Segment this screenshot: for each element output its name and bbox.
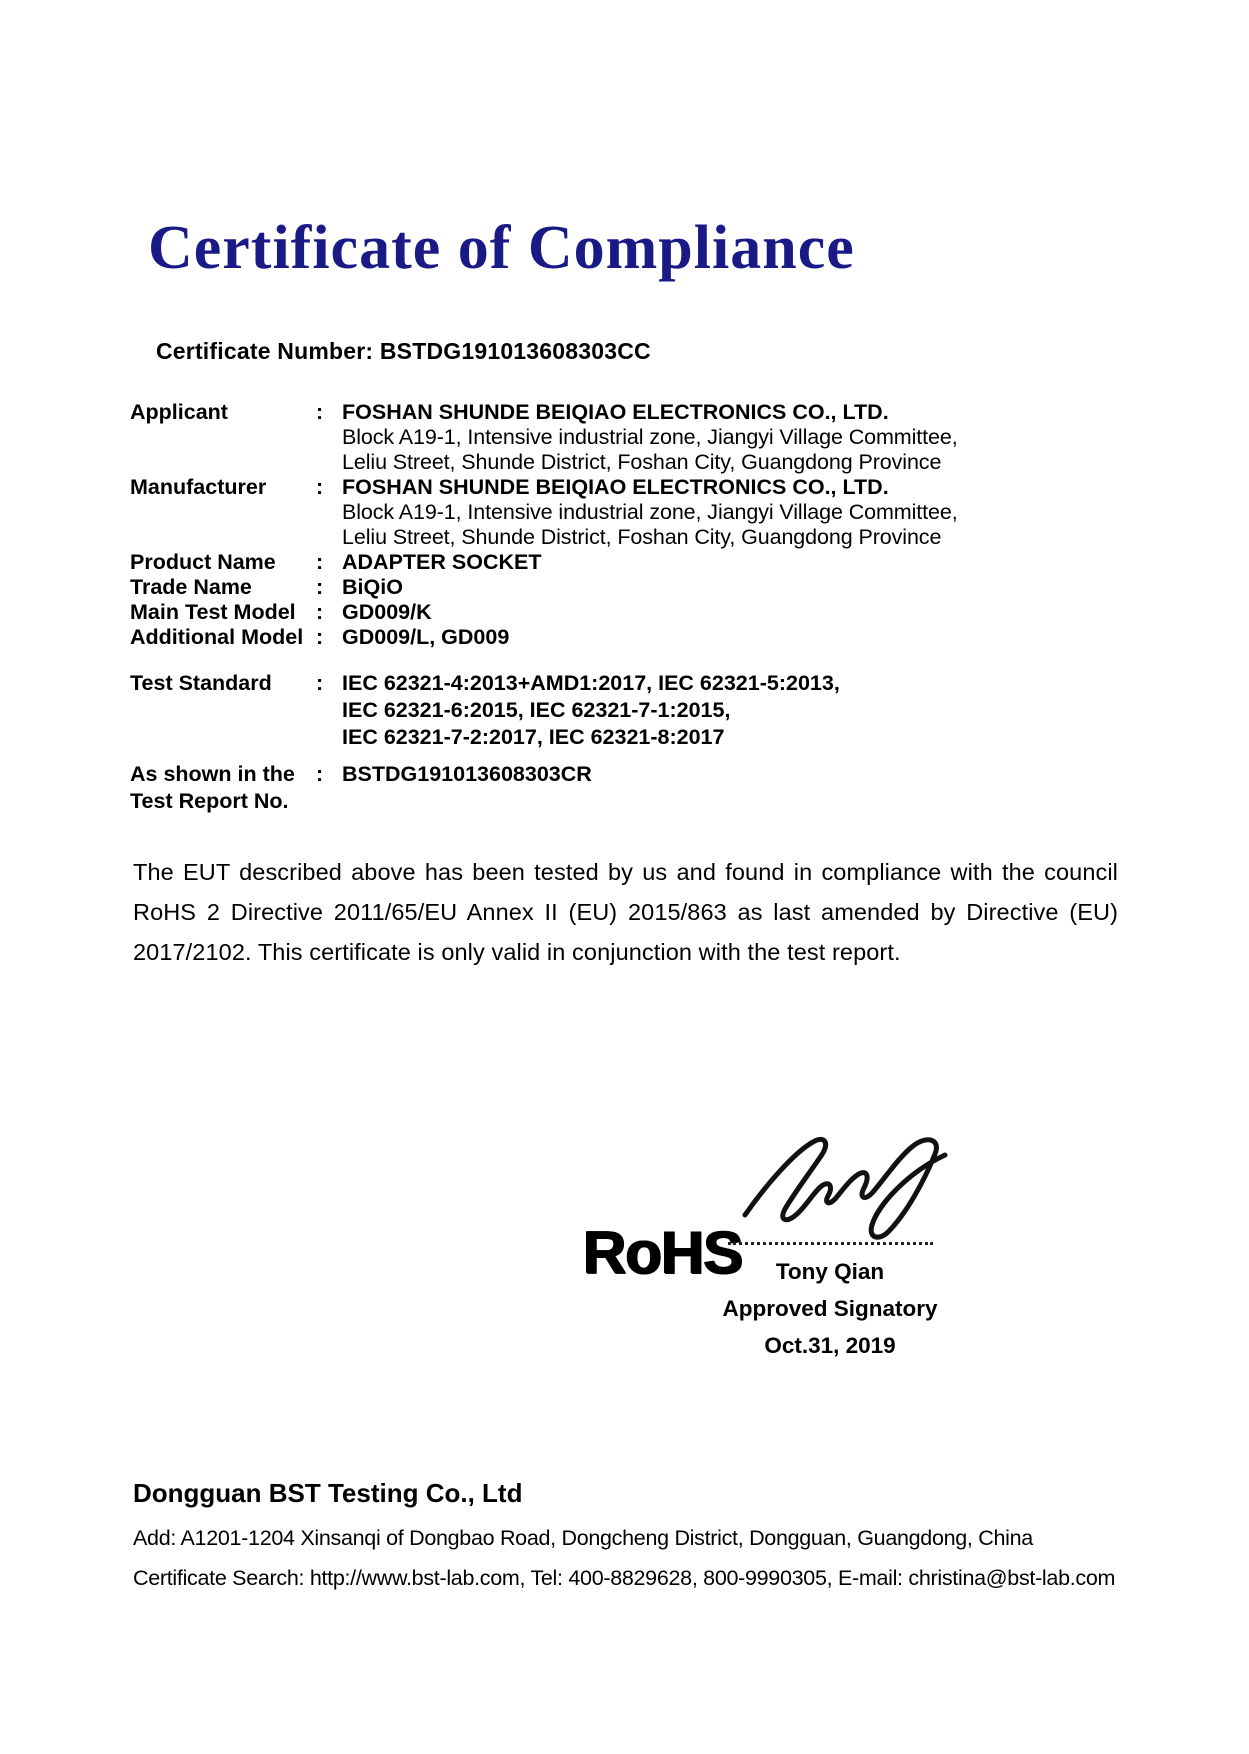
field-colon: :: [316, 762, 324, 786]
main-test-model-value: GD009/K: [342, 600, 432, 624]
field-label: Main Test Model: [130, 600, 296, 624]
field-colon: :: [316, 550, 324, 574]
manufacturer-address-line: Block A19-1, Intensive industrial zone, Jiangyi Village Committee,: [342, 500, 958, 524]
field-value: [342, 400, 1030, 475]
field-label: Trade Name: [130, 575, 252, 599]
field-row-test-report: [130, 761, 1030, 815]
field-row-main-test-model: [130, 600, 1030, 625]
test-standard-value: [342, 670, 1030, 751]
test-report-label-line: Test Report No.: [130, 789, 289, 813]
field-row-test-standard: [130, 670, 1030, 751]
signature-block: [700, 1115, 960, 1359]
test-report-value: BSTDG191013608303CR: [342, 762, 592, 786]
field-row-applicant: [130, 400, 1030, 475]
field-colon: :: [316, 600, 324, 624]
trade-name-value: BiQiO: [342, 575, 403, 599]
field-row-additional-model: [130, 625, 1030, 650]
signature-handwriting-icon: [735, 1115, 970, 1250]
rohs-logo: RoHS: [583, 1219, 743, 1286]
test-standard-line: IEC 62321-4:2013+AMD1:2017, IEC 62321-5:2013,: [342, 671, 840, 695]
fields-table: [130, 400, 1030, 815]
manufacturer-address-line: Leliu Street, Shunde District, Foshan City, Guangdong Province: [342, 525, 942, 549]
field-label: Product Name: [130, 550, 276, 574]
certificate-number: [156, 338, 651, 365]
field-label: Test Standard: [130, 671, 272, 695]
applicant-name: FOSHAN SHUNDE BEIQIAO ELECTRONICS CO., LTD.: [342, 400, 889, 424]
test-standard-line: IEC 62321-7-2:2017, IEC 62321-8:2017: [342, 725, 725, 749]
field-row-trade-name: [130, 575, 1030, 600]
field-label: Applicant: [130, 400, 228, 424]
certificate-search-info: Certificate Search: http://www.bst-lab.com, Tel: 400-8829628, 800-9990305, E-mail: christina@bst-lab.com: [133, 1566, 1116, 1590]
compliance-statement: The EUT described above has been tested by us and found in compliance with the council RoHS 2 Directive 2011/65/EU Annex II (EU) 2015/863 as last amended by Directive (EU) 2017/2102. This certificate is only valid in conjunction with the test report.: [133, 859, 1118, 965]
field-colon: :: [316, 671, 324, 695]
certificate-number-label: Certificate Number:: [156, 338, 374, 364]
signature-date: Oct.31, 2019: [764, 1333, 896, 1358]
field-colon: :: [316, 625, 324, 649]
field-row-product-name: [130, 550, 1030, 575]
certificate-number-value: BSTDG191013608303CC: [379, 338, 651, 364]
page-title: Certificate of Compliance: [148, 214, 855, 282]
signature-dotted-line: [728, 1242, 933, 1245]
test-standard-line: IEC 62321-6:2015, IEC 62321-7-1:2015,: [342, 698, 731, 722]
field-colon: :: [316, 400, 324, 424]
field-label: [130, 761, 316, 815]
field-label: Manufacturer: [130, 475, 267, 499]
field-value: [342, 475, 1030, 550]
field-colon: :: [316, 475, 324, 499]
footer: [133, 1478, 1123, 1591]
signer-title: Approved Signatory: [722, 1296, 938, 1321]
applicant-address-line: Leliu Street, Shunde District, Foshan City, Guangdong Province: [342, 450, 942, 474]
field-label: Additional Model: [130, 625, 304, 649]
signer-name: Tony Qian: [775, 1259, 885, 1284]
lab-company-name: Dongguan BST Testing Co., Ltd: [133, 1478, 523, 1508]
manufacturer-name: FOSHAN SHUNDE BEIQIAO ELECTRONICS CO., LTD.: [342, 475, 889, 499]
applicant-address-line: Block A19-1, Intensive industrial zone, Jiangyi Village Committee,: [342, 425, 958, 449]
lab-address: Add: A1201-1204 Xinsanqi of Dongbao Road, Dongcheng District, Dongguan, Guangdong, China: [133, 1526, 1033, 1550]
field-colon: :: [316, 575, 324, 599]
test-report-label-line: As shown in the: [130, 762, 295, 786]
product-name-value: ADAPTER SOCKET: [342, 550, 542, 574]
additional-model-value: GD009/L, GD009: [342, 625, 510, 649]
field-row-manufacturer: [130, 475, 1030, 550]
